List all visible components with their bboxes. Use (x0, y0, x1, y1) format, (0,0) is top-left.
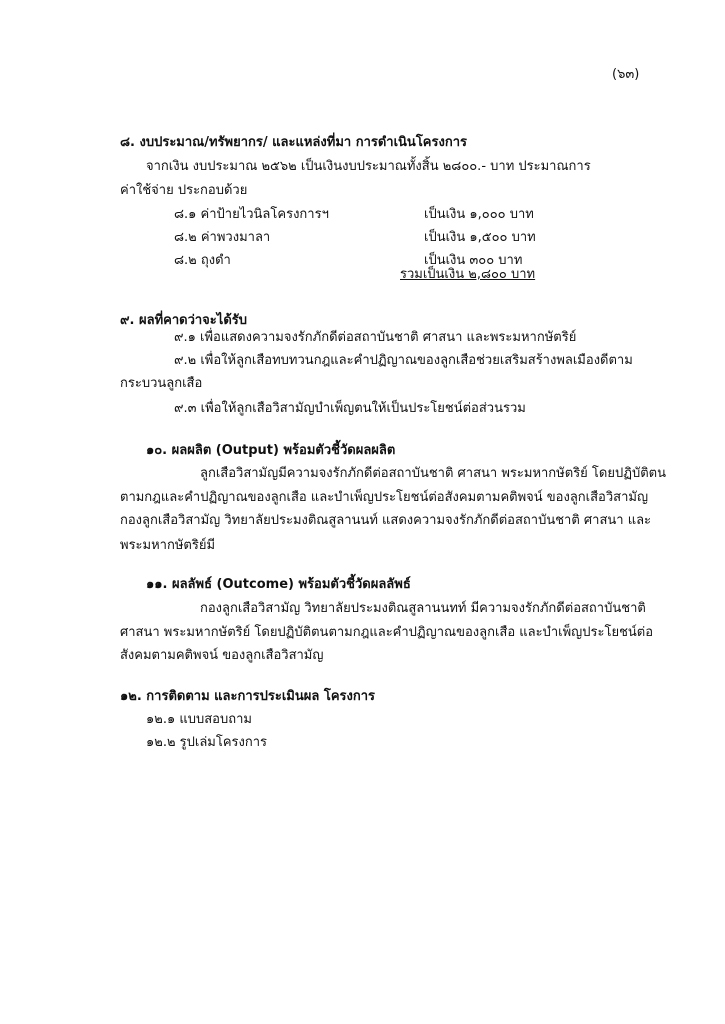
section-9-line1: ๙.๑ เพื่อแสดงความจงรักภักดีต่อสถาบันชาติ ศาสนา และพระมหากษัตริย์ (174, 330, 577, 345)
section-11-heading: ๑๑. ผลลัพธ์ (Outcome) พร้อมตัวชี้วัดผลลัพธ์ (146, 577, 411, 592)
section-8-heading: ๘. งบประมาณ/ทรัพยากร/ และแหล่งที่มา การดำเนินโครงการ (120, 135, 467, 150)
section-11-line2: ศาสนา พระมหากษัตริย์ โดยปฏิบัติตนตามกฎและคำปฏิญาณของลูกเสือ และบำเพ็ญประโยชน์ต่อ (120, 625, 654, 640)
section-11-line1: กองลูกเสือวิสามัญ วิทยาลัยประมงติณสูลานนทท์ มีความจงรักภักดีต่อสถาบันชาติ (200, 601, 646, 616)
section-10-line4: พระมหากษัตริย์มี (120, 538, 216, 553)
section-11-line3: สังคมตามคติพจน์ ของลูกเสือวิสามัญ (120, 648, 324, 663)
section-9-line4: ๙.๓ เพื่อให้ลูกเสือวิสามัญบำเพ็ญตนให้เป็นประโยชน์ต่อส่วนรวม (174, 401, 526, 416)
section-12-heading: ๑๒. การติดตาม และการประเมินผล โครงการ (120, 689, 376, 704)
page-number: (๖๓) (612, 67, 640, 82)
section-10-line1: ลูกเสือวิสามัญมีความจงรักภักดีต่อสถาบันชาติ ศาสนา พระมหากษัตริย์ โดยปฏิบัติตน (200, 466, 666, 481)
section-10-heading: ๑๐. ผลผลิต (Output) พร้อมตัวชี้วัดผลผลิต (146, 443, 396, 458)
budget-item-amount: เป็นเงิน ๑,๕๐๐ บาท (424, 230, 536, 245)
section-8-intro-line2: ค่าใช้จ่าย ประกอบด้วย (120, 183, 248, 198)
section-8-intro-line1: จากเงิน งบประมาณ ๒๕๖๒ เป็นเงินงบประมาณทั้งสิ้น ๒๘๐๐.- บาท ประมาณการ (146, 159, 591, 174)
budget-item-label: ๘.๑ ค่าป้ายไวนิลโครงการฯ (174, 207, 329, 222)
budget-total: รวมเป็นเงิน ๒,๘๐๐ บาท (400, 267, 536, 282)
section-9-line3: กระบวนลูกเสือ (120, 376, 203, 391)
budget-item-amount: เป็นเงิน ๓๐๐ บาท (424, 253, 523, 268)
budget-item-amount: เป็นเงิน ๑,๐๐๐ บาท (424, 207, 534, 222)
section-9-line2: ๙.๒ เพื่อให้ลูกเสือทบทวนกฎและคำปฏิญาณของลูกเสือช่วยเสริมสร้างพลเมืองดีตาม (174, 353, 633, 368)
section-9-heading: ๙. ผลที่คาดว่าจะได้รับ (120, 313, 247, 328)
section-10-line3: กองลูกเสือวิสามัญ วิทยาลัยประมงติณสูลานนท์ แสดงความจงรักภักดีต่อสถาบันชาติ ศาสนา และ (120, 513, 652, 528)
section-12-item2: ๑๒.๒ รูปเล่มโครงการ (146, 735, 268, 750)
section-10-line2: ตามกฎและคำปฏิญาณของลูกเสือ และบำเพ็ญประโยชน์ต่อสังคมตามคติพจน์ ของลูกเสือวิสามัญ (120, 490, 649, 505)
section-12-item1: ๑๒.๑ แบบสอบถาม (146, 712, 252, 727)
budget-item-label: ๘.๒ ค่าพวงมาลา (174, 230, 271, 245)
budget-item-label: ๘.๒ ถุงดำ (174, 253, 231, 268)
